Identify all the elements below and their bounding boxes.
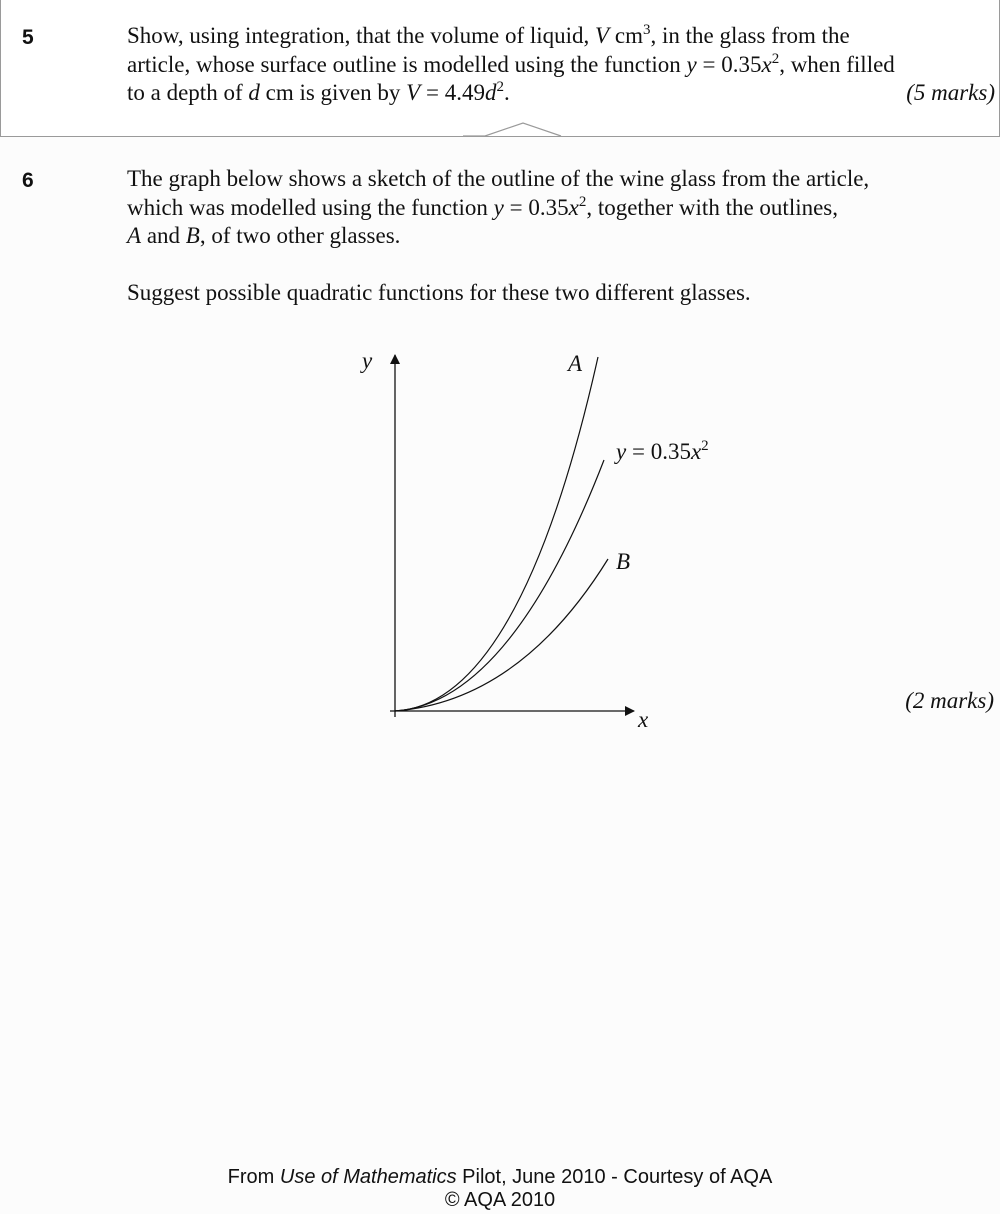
curve-a-label: A (568, 351, 583, 376)
question-6-text (127, 165, 995, 307)
question-6-number: 6 (22, 169, 34, 192)
quadratic-sketch-graph (340, 335, 760, 745)
curve-y-equals-0-35x-squared (395, 460, 604, 711)
question-5-number: 5 (22, 26, 34, 49)
question-5-text (127, 22, 995, 108)
footer-copyright: © AQA 2010 (444, 1189, 556, 1211)
q6-marks: (2 marks) (905, 688, 994, 713)
curve-a (395, 357, 598, 711)
q6-line-1: The graph below shows a sketch of the outline of the wine glass from the article, (127, 166, 870, 191)
q6-line-2: which was modelled using the function $y = 0.35x^2$, together with the outlines, (127, 193, 839, 220)
footer-source: From Use of Mathematics Pilot, June 2010 - Courtesy of AQA (227, 1166, 773, 1188)
q5-line-1: Show, using integration, that the volume of liquid, V $cm^3$, in the glass from the (127, 22, 850, 48)
curve-b-label: B (616, 549, 631, 574)
q6-line-4: Suggest possible quadratic functions for these two different glasses. (127, 279, 751, 305)
q5-line-2: article, whose surface outline is modelled using the function $y = 0.35x^2$, when filled (127, 50, 895, 77)
curve-b (395, 559, 608, 711)
x-axis-label: x (638, 707, 649, 732)
q6-line-3: A and B, of two other glasses. (127, 223, 401, 248)
q5-line-3: to a depth of d cm is given by $V = 4.49d^2$. (5 marks) (127, 79, 995, 108)
y-axis-label: y (362, 348, 373, 373)
curve-main-label: $y = 0.35x^2$ (616, 438, 709, 464)
q5-marks: (5 marks) (906, 80, 995, 105)
